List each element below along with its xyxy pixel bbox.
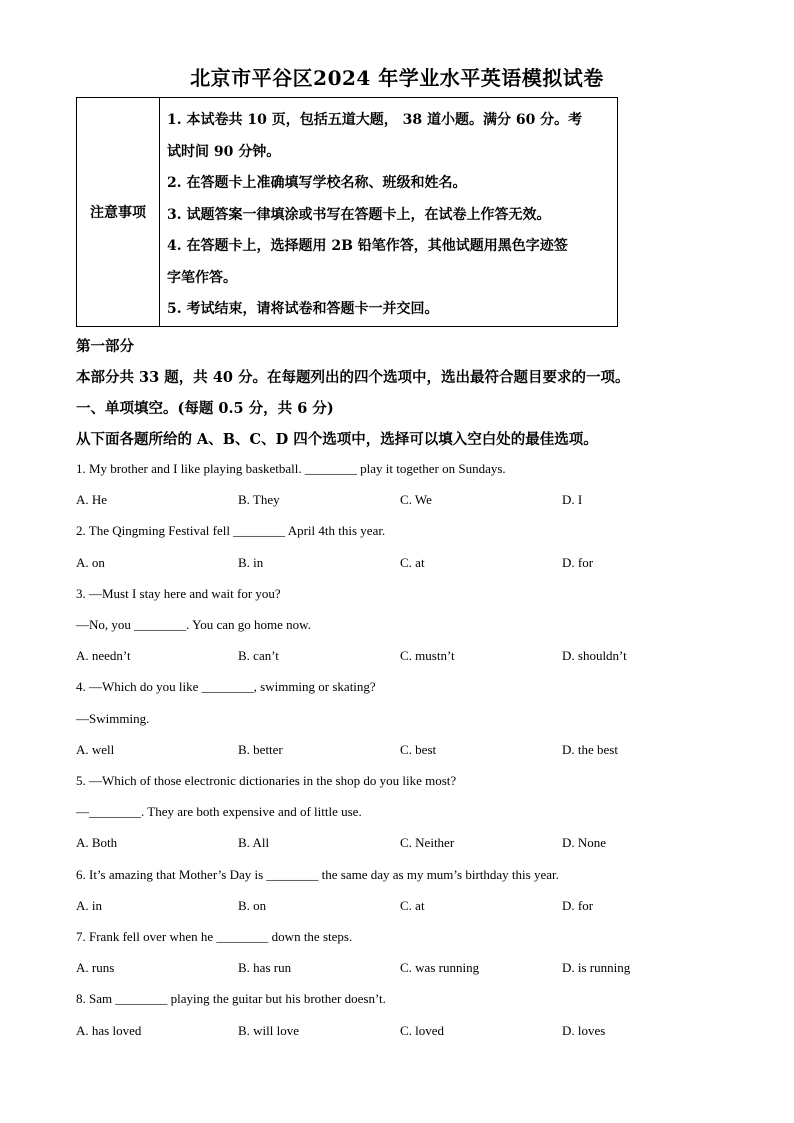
option-c: C. was running [400,960,480,975]
option-b: B. in [238,555,264,570]
option-c: C. mustn’t [400,648,455,663]
option-b: B. will love [238,1023,300,1038]
notice-line: 1. 本试卷共 10 页，包括五道大题， 38 道小题。满分 60 分。考 [167,112,583,128]
section-description: 从下面各题所给的 A、B、C、D 四个选项中，选择可以填入空白处的最佳选项。 [76,431,598,448]
option-a: A. runs [76,960,115,975]
question-text: 6. It’s amazing that Mother’s Day is ________ the same day as my mum’s birthday this year. [76,867,559,882]
part-description: 本部分共 33 题，共 40 分。在每题列出的四个选项中，选出最符合题目要求的一项。 [76,369,630,386]
question-text: —________. They are both expensive and of little use. [76,804,362,819]
notice-label: 注意事项 [77,98,160,326]
option-d: D. loves [562,1023,606,1038]
question-text: 8. Sam ________ playing the guitar but his brother doesn’t. [76,991,386,1006]
option-a: A. in [76,898,102,913]
notice-line: 4. 在答题卡上，选择题用 2B 铅笔作答，其他试题用黑色字迹签 [167,238,568,254]
option-c: C. Neither [400,835,455,850]
page-title: 北京市平谷区2024 年学业水平英语模拟试卷 [190,66,604,90]
notice-line: 3. 试题答案一律填涂或书写在答题卡上，在试卷上作答无效。 [167,206,551,223]
question-text: 1. My brother and I like playing basketball. ________ play it together on Sundays. [76,461,506,476]
option-c: C. We [400,492,432,507]
question-text: 7. Frank fell over when he ________ down the steps. [76,929,353,944]
option-d: D. None [562,835,607,850]
option-a: A. on [76,555,105,570]
part-heading: 第一部分 [76,338,134,355]
question-text: 3. —Must I stay here and wait for you? [76,586,281,601]
option-c: C. best [400,742,437,757]
option-d: D. for [562,555,594,570]
notice-table [76,97,618,327]
option-b: B. can’t [238,648,279,663]
option-c: C. at [400,898,425,913]
option-a: A. needn’t [76,648,131,663]
option-b: B. on [238,898,267,913]
notice-body [160,98,617,326]
option-a: A. Both [76,835,118,850]
option-a: A. has loved [76,1023,142,1038]
notice-line: 试时间 90 分钟。 [167,143,281,160]
question-text: —Swimming. [76,711,150,726]
option-d: D. the best [562,742,618,757]
option-d: D. I [562,492,583,507]
question-text: 5. —Which of those electronic dictionaries in the shop do you like most? [76,773,457,788]
notice-line: 2. 在答题卡上准确填写学校名称、班级和姓名。 [167,175,467,191]
question-text: 4. —Which do you like ________, swimming or skating? [76,679,376,694]
option-c: C. loved [400,1023,445,1038]
option-d: D. for [562,898,594,913]
notice-line: 字笔作答。 [167,269,237,286]
option-b: B. They [238,492,280,507]
option-a: A. well [76,742,115,757]
question-text: 2. The Qingming Festival fell ________ April 4th this year. [76,523,386,538]
option-a: A. He [76,492,108,507]
option-c: C. at [400,555,425,570]
notice-line: 5. 考试结束，请将试卷和答题卡一并交回。 [167,301,439,317]
option-b: B. better [238,742,283,757]
option-b: B. All [238,835,270,850]
section-heading: 一、单项填空。(每题 0.5 分，共 6 分) [76,400,334,417]
option-d: D. shouldn’t [562,648,627,663]
option-d: D. is running [562,960,631,975]
option-b: B. has run [238,960,292,975]
question-text: —No, you ________. You can go home now. [76,617,311,632]
